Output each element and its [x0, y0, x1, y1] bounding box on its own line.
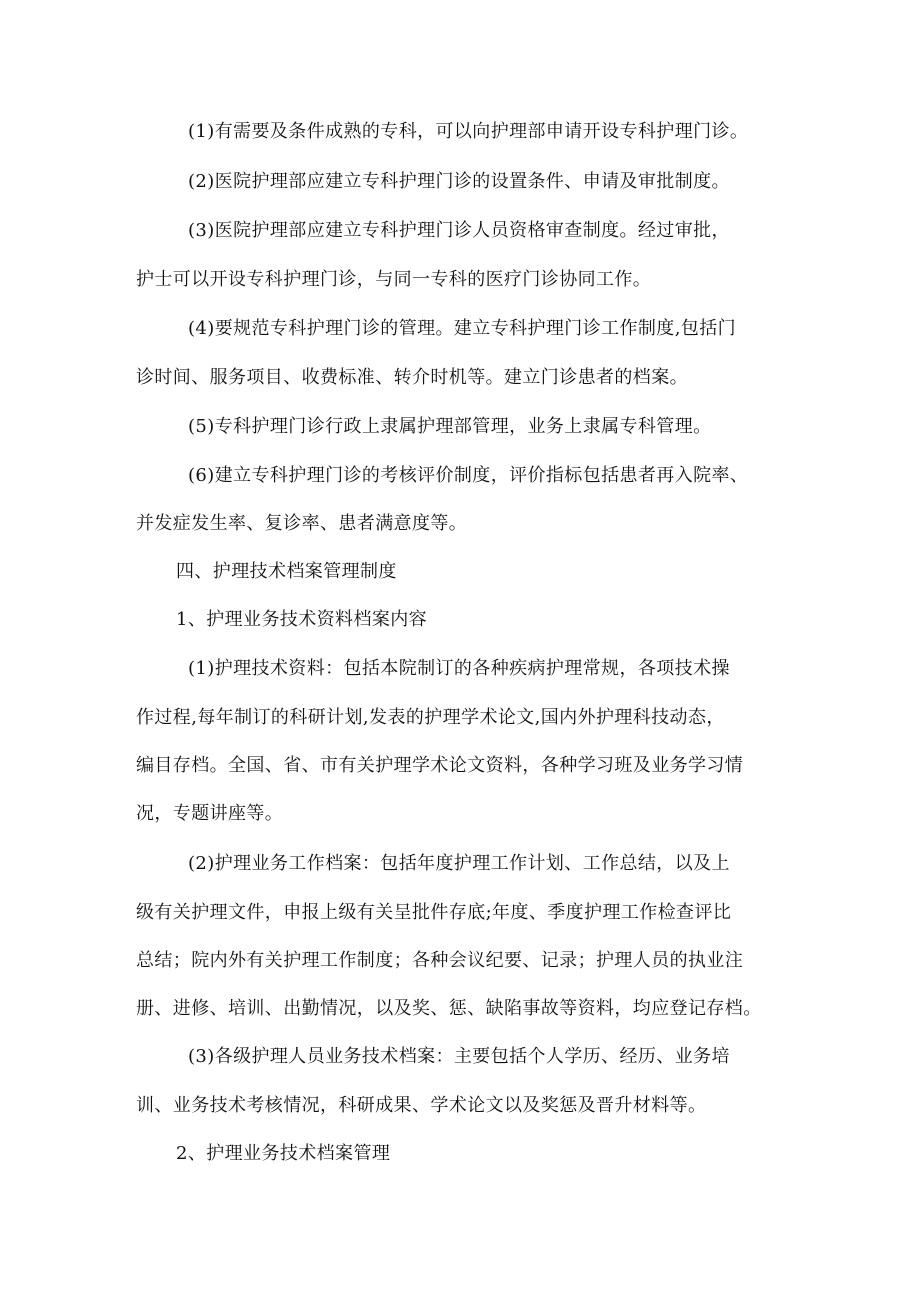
paragraph-line: 编目存档。全国、省、市有关护理学术论文资料，各种学习班及业务学习情: [136, 755, 744, 776]
subsection-heading: 2、护理业务技术档案管理: [176, 1143, 391, 1164]
paragraph-line: 况，专题讲座等。: [136, 803, 284, 824]
paragraph-line: 总结；院内外有关护理工作制度；各种会议纪要、记录；护理人员的执业注: [136, 950, 744, 971]
section-heading: 四、护理技术档案管理制度: [176, 561, 397, 582]
paragraph-line: (4)要规范专科护理门诊的管理。建立专科护理门诊工作制度,包括门: [188, 318, 737, 339]
paragraph-line: 级有关护理文件，申报上级有关呈批件存底;年度、季度护理工作检查评比: [136, 902, 732, 923]
paragraph-line: (2)医院护理部应建立专科护理门诊的设置条件、申请及审批制度。: [188, 171, 730, 192]
paragraph-line: (6)建立专科护理门诊的考核评价制度，评价指标包括患者再入院率、: [188, 465, 749, 486]
paragraph-line: (5)专科护理门诊行政上隶属护理部管理，业务上隶属专科管理。: [188, 416, 712, 437]
paragraph-line: 训、业务技术考核情况，科研成果、学术论文以及奖惩及晋升材料等。: [136, 1095, 707, 1116]
subsection-heading: 1、护理业务技术资料档案内容: [176, 609, 428, 630]
paragraph-line: (1)有需要及条件成熟的专科，可以向护理部申请开设专科护理门诊。: [188, 121, 749, 142]
paragraph-line: 诊时间、服务项目、收费标准、转介时机等。建立门诊患者的档案。: [136, 367, 688, 388]
paragraph-line: 并发症发生率、复诊率、患者满意度等。: [136, 513, 468, 534]
paragraph-line: 护士可以开设专科护理门诊，与同一专科的医疗门诊协同工作。: [136, 269, 652, 290]
paragraph-line: 册、进修、培训、出勤情况，以及奖、惩、缺陷事故等资料，均应登记存档。: [136, 998, 762, 1019]
paragraph-line: 作过程,每年制订的科研计划,发表的护理学术论文,国内外护理科技动态，: [136, 707, 725, 728]
paragraph-line: (1)护理技术资料：包括本院制订的各种疾病护理常规，各项技术操: [188, 658, 730, 679]
paragraph-line: (2)护理业务工作档案：包括年度护理工作计划、工作总结，以及上: [188, 853, 730, 874]
paragraph-line: (3)医院护理部应建立专科护理门诊人员资格审查制度。经过审批，: [188, 220, 730, 241]
paragraph-line: (3)各级护理人员业务技术档案：主要包括个人学历、经历、业务培: [188, 1046, 730, 1067]
